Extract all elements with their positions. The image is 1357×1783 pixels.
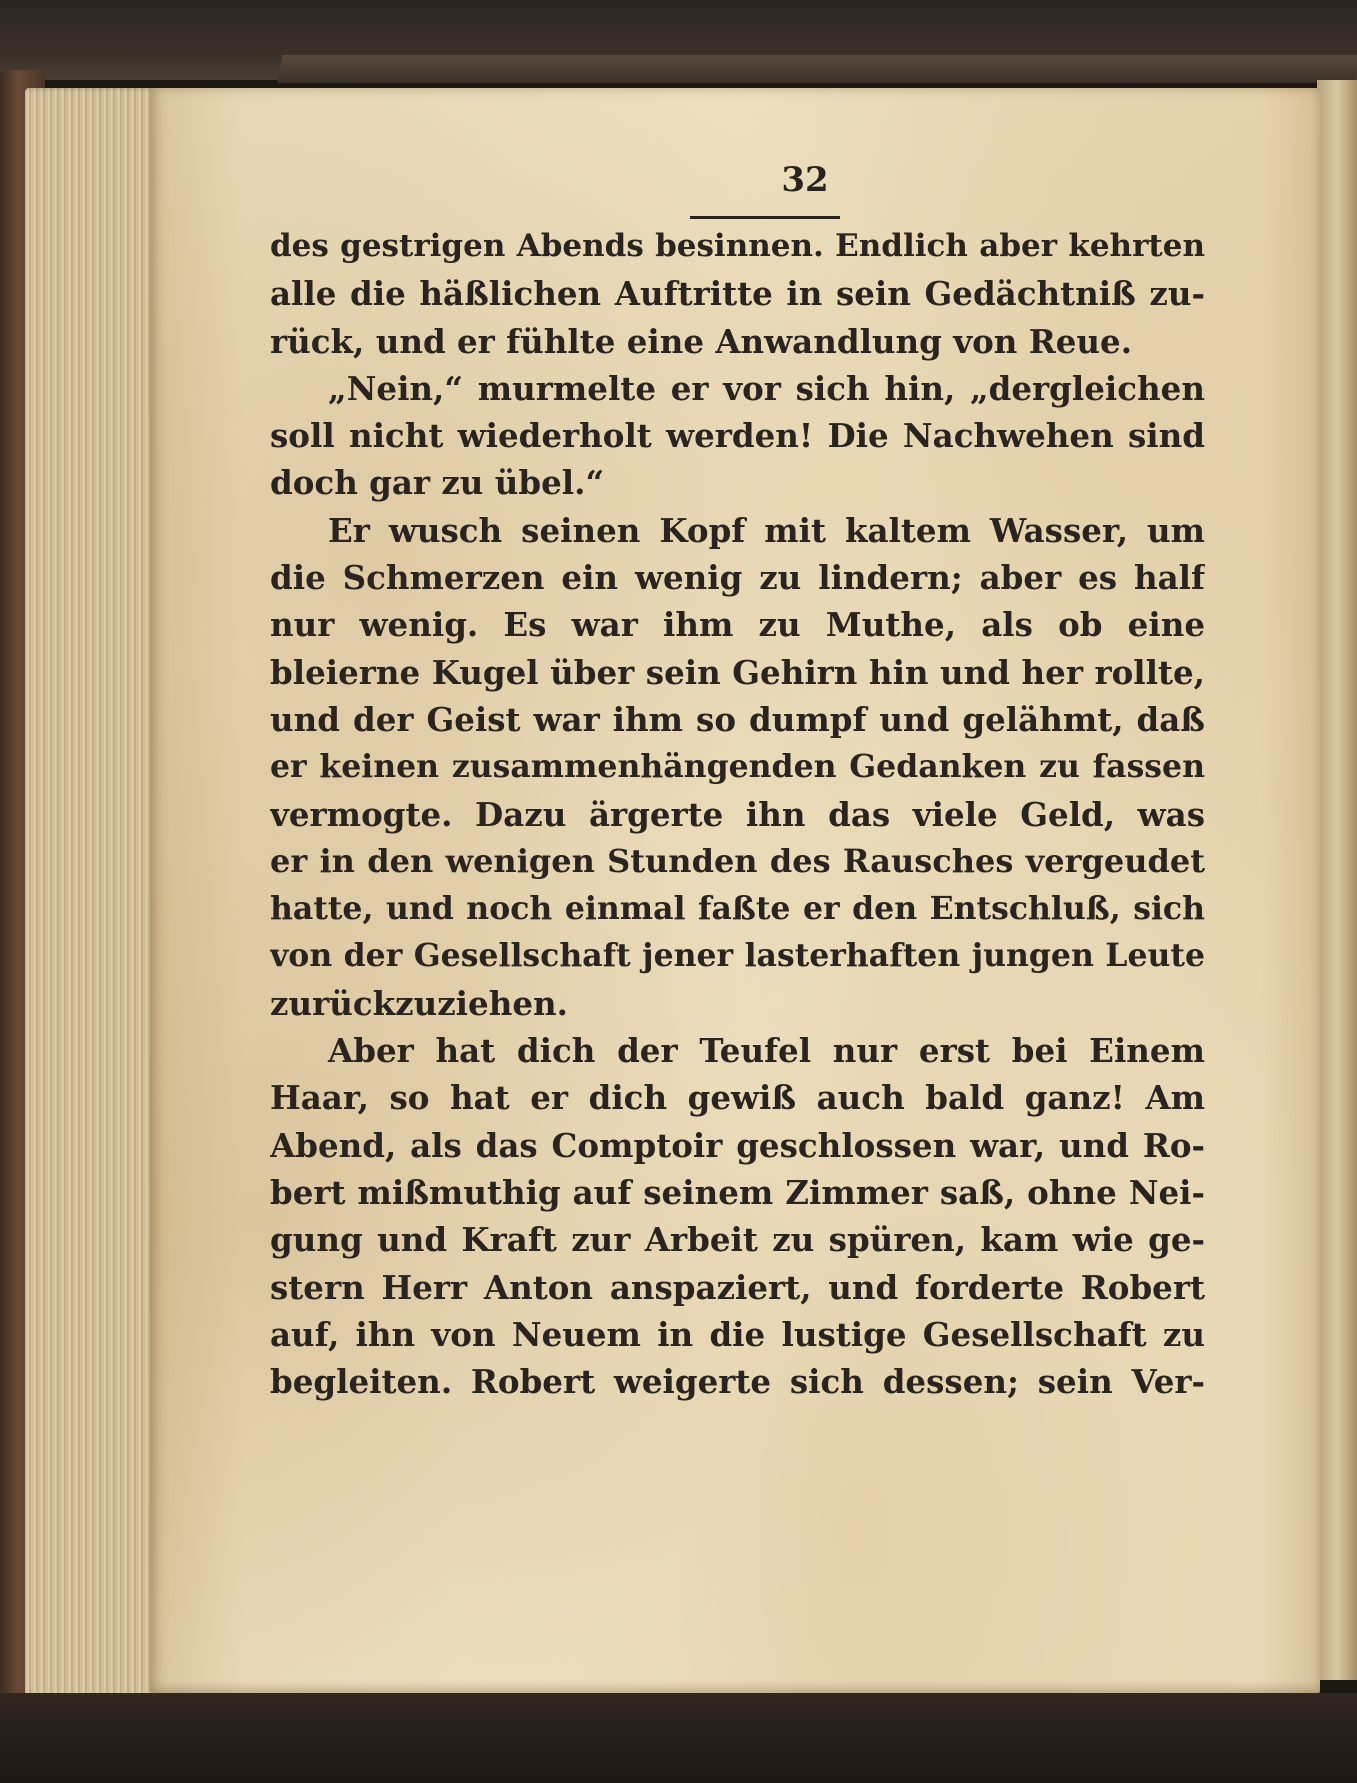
text-line: gung und Kraft zur Arbeit zu spüren, kam wie ge- <box>270 1220 1205 1260</box>
text-line: vermogte. Dazu ärgerte ihn das viele Geld, was <box>270 794 1205 834</box>
text-line: begleiten. Robert weigerte sich dessen; sein Ver- <box>270 1362 1205 1402</box>
text-line: er keinen zusammenhängenden Gedanken zu fassen <box>270 748 1205 786</box>
text-line: doch gar zu übel.“ <box>270 463 605 503</box>
text-line: des gestrigen Abends besinnen. Endlich aber kehrten <box>270 228 1205 264</box>
text-line: alle die häßlichen Auftritte in sein Gedächtniß zu- <box>270 274 1205 314</box>
body-text <box>270 223 1205 1405</box>
page-edges <box>25 88 160 1698</box>
book-page <box>150 88 1320 1693</box>
text-line: bert mißmuthig auf seinem Zimmer saß, ohne Nei- <box>270 1172 1205 1212</box>
facing-page-edge <box>1317 80 1357 1680</box>
book-cover-bottom <box>0 1693 1357 1783</box>
text-line: hatte, und noch einmal faßte er den Entschluß, sich <box>270 890 1205 928</box>
text-line: Er wusch seinen Kopf mit kaltem Wasser, um <box>328 510 1205 550</box>
text-line: Haar, so hat er dich gewiß auch bald ganz! Am <box>270 1078 1205 1118</box>
page-number: 32 <box>781 160 829 200</box>
page-number-rule <box>690 216 840 219</box>
text-line: Abend, als das Comptoir geschlossen war, und Ro- <box>270 1125 1205 1165</box>
text-line: nur wenig. Es war ihm zu Muthe, als ob eine <box>270 605 1205 645</box>
text-line: soll nicht wiederholt werden! Die Nachwehen sind <box>270 416 1205 456</box>
text-line: die Schmerzen ein wenig zu lindern; aber es half <box>270 558 1205 598</box>
text-line: bleierne Kugel über sein Gehirn hin und her rollte, <box>270 652 1205 692</box>
text-line: Aber hat dich der Teufel nur erst bei Einem <box>328 1031 1205 1071</box>
text-line: zurückzuziehen. <box>270 983 568 1023</box>
text-line: stern Herr Anton anspaziert, und forderte Robert <box>270 1267 1205 1307</box>
text-line: und der Geist war ihm so dumpf und gelähmt, daß <box>270 699 1205 739</box>
book-cover-edge <box>278 55 1357 83</box>
text-line: „Nein,“ murmelte er vor sich hin, „dergleichen <box>328 368 1205 408</box>
text-line: er in den wenigen Stunden des Rausches vergeudet <box>270 841 1205 880</box>
text-line: rück, und er fühlte eine Anwandlung von Reue. <box>270 321 1133 361</box>
text-line: von der Gesellschaft jener lasterhaften jungen Leute <box>270 937 1205 975</box>
text-line: auf, ihn von Neuem in die lustige Gesellschaft zu <box>270 1314 1205 1354</box>
